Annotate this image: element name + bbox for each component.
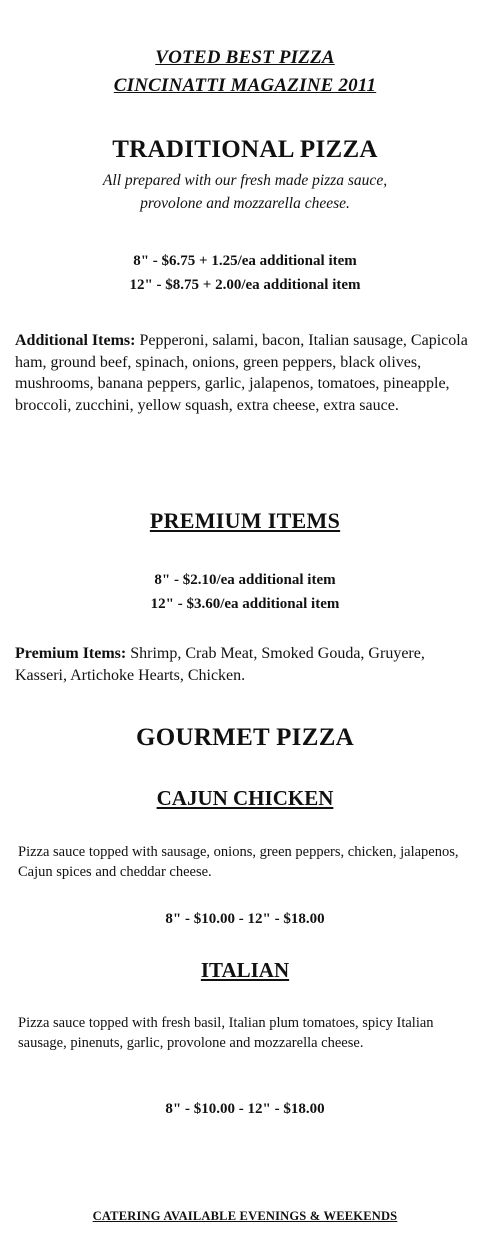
premium-price-12: 12" - $3.60/ea additional item	[150, 596, 340, 612]
catering-footer: CATERING AVAILABLE EVENINGS & WEEKENDS	[92, 1209, 398, 1223]
italian-description: Pizza sauce topped with fresh basil, Italian plum tomatoes, spicy Italian sausage, pinenuts, garlic, provolone and mozzarella cheese.	[18, 1015, 434, 1051]
traditional-subtitle-line1: All prepared with our fresh made pizza sauce,	[102, 172, 388, 189]
magazine-line: CINCINATTI MAGAZINE 2011	[113, 75, 377, 96]
cajun-chicken-description: Pizza sauce topped with sausage, onions, green peppers, chicken, jalapenos, Cajun spices and cheddar cheese.	[18, 844, 459, 880]
voted-best-line: VOTED BEST PIZZA	[155, 47, 335, 68]
gourmet-pizza-title: GOURMET PIZZA	[135, 724, 355, 751]
traditional-price-8: 8" - $6.75 + 1.25/ea additional item	[133, 253, 357, 269]
traditional-pizza-title: TRADITIONAL PIZZA	[112, 136, 378, 163]
italian-title: ITALIAN	[200, 958, 290, 982]
traditional-price-12: 12" - $8.75 + 2.00/ea additional item	[129, 277, 361, 293]
premium-items-label: Premium Items:	[15, 645, 127, 662]
premium-price-8: 8" - $2.10/ea additional item	[154, 572, 336, 588]
premium-items-title: PREMIUM ITEMS	[149, 508, 341, 533]
cajun-chicken-title: CAJUN CHICKEN	[156, 786, 334, 810]
additional-items-list: Pepperoni, salami, bacon, Italian sausage, Capicola ham, ground beef, spinach, onions, green peppers, black olives, mushrooms, banana peppers, garlic, jalapenos, tomatoes, pineapple, broccoli, zucchini, yellow squash, extra cheese, extra sauce.	[15, 332, 468, 414]
additional-items-label: Additional Items:	[15, 332, 136, 349]
additional-items-paragraph	[15, 330, 470, 416]
premium-items-list: Shrimp, Crab Meat, Smoked Gouda, Gruyere, Kasseri, Artichoke Hearts, Chicken.	[15, 645, 425, 684]
cajun-chicken-price: 8" - $10.00 - 12" - $18.00	[165, 911, 325, 927]
premium-items-paragraph	[15, 643, 470, 686]
traditional-subtitle-line2: provolone and mozzarella cheese.	[140, 195, 350, 212]
italian-price: 8" - $10.00 - 12" - $18.00	[165, 1101, 325, 1117]
